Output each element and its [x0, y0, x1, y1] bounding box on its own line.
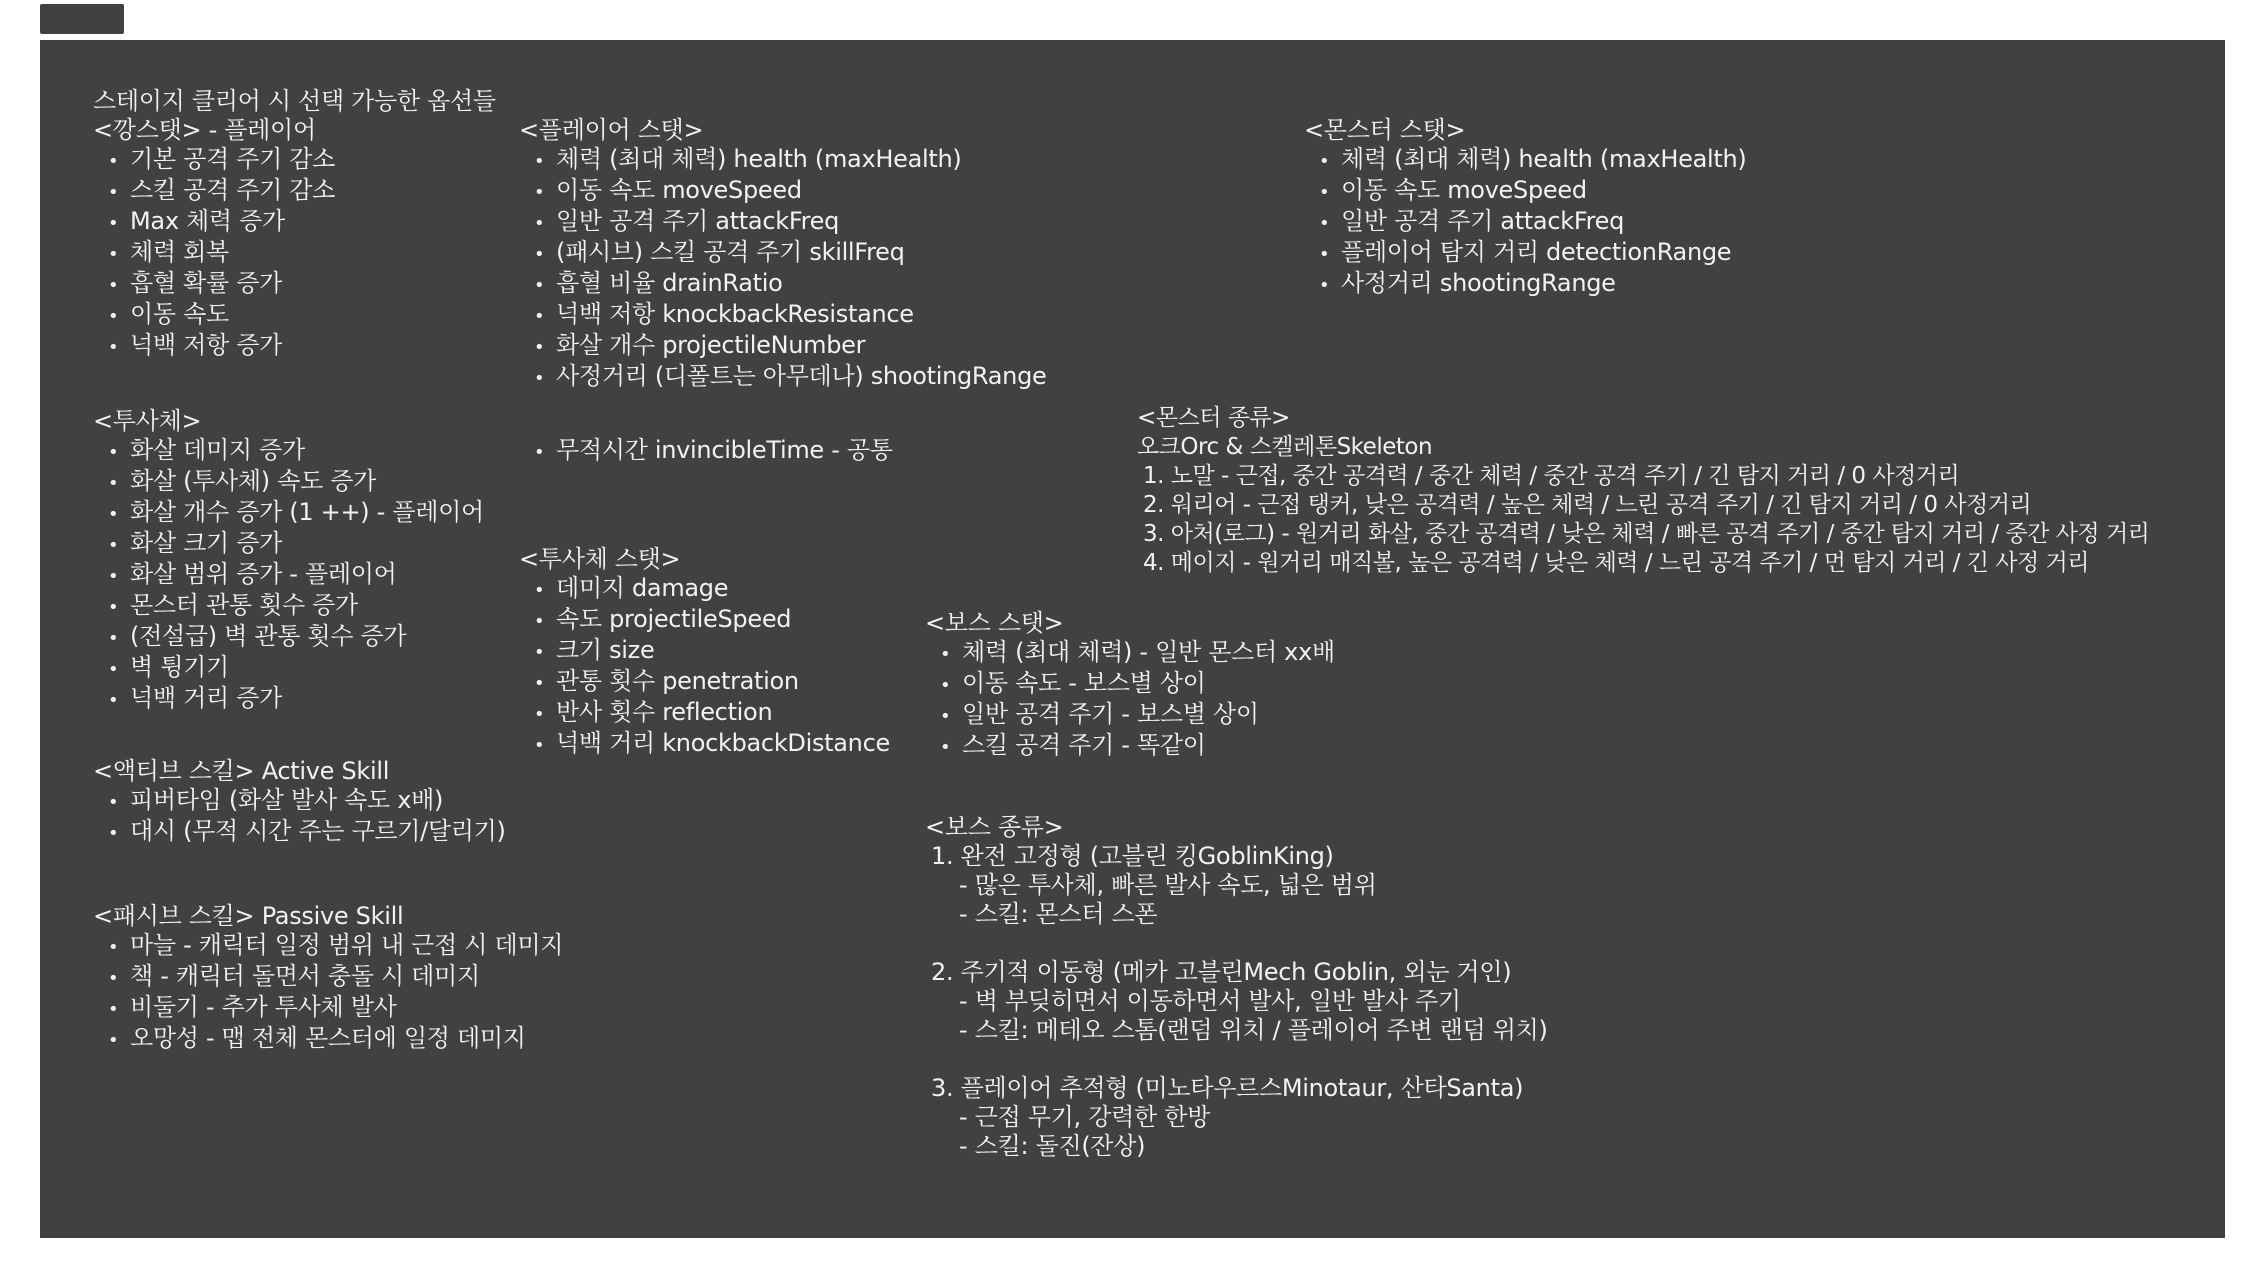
boss-stats-item: • 이동 속도 - 보스별 상이 [925, 669, 1335, 700]
active-skill-section [93, 757, 506, 848]
projectile-item: • 화살 개수 증가 (1 ++) - 플레이어 [93, 498, 484, 529]
stage-options-section [93, 87, 496, 362]
passive-skill-item: • 비둘기 - 추가 투사체 발사 [93, 993, 563, 1024]
base-stats-item: • 흡혈 확률 증가 [93, 269, 496, 300]
boss-type-detail: - 스킬: 몬스터 스폰 [959, 900, 1158, 928]
projectile-item: • 벽 튕기기 [93, 653, 484, 684]
monster-stats-section [1304, 116, 1746, 300]
base-stats-item: • 기본 공격 주기 감소 [93, 145, 496, 176]
projectile-item: • 몬스터 관통 횟수 증가 [93, 591, 484, 622]
projectile-stats-item: • 관통 횟수 penetration [519, 667, 890, 698]
monster-type-item: 3. 아처(로그) - 원거리 화살, 중간 공격력 / 낮은 체력 / 빠른 공격 주기 / 중간 탐지 거리 / 중간 사정 거리 [1143, 521, 2150, 547]
player-stats-item: • 흡혈 비율 drainRatio [519, 269, 1047, 300]
projectile-section [93, 407, 484, 715]
slide-tab-marker[interactable] [40, 4, 124, 34]
passive-skill-item: • 책 - 캐릭터 돌면서 충돌 시 데미지 [93, 962, 563, 993]
boss-stats-item: • 체력 (최대 체력) - 일반 몬스터 xx배 [925, 638, 1335, 669]
invincible-item: • 무적시간 invincibleTime - 공통 [519, 436, 893, 467]
player-stats-item: • 사정거리 (디폴트는 아무데나) shootingRange [519, 362, 1047, 393]
monster-types-section [1137, 404, 2149, 578]
boss-type-detail: - 스킬: 메테오 스톰(랜덤 위치 / 플레이어 주변 랜덤 위치) [959, 1016, 1548, 1044]
active-skill-item: • 대시 (무적 시간 주는 구르기/달리기) [93, 817, 506, 848]
projectile-item: • 화살 크기 증가 [93, 529, 484, 560]
boss-type-heading: 3. 플레이어 추적형 (미노타우르스Minotaur, 산타Santa) [931, 1074, 1524, 1102]
monster-stats-item: • 이동 속도 moveSpeed [1304, 176, 1746, 207]
projectile-item: • (전설급) 벽 관통 횟수 증가 [93, 622, 484, 653]
monster-stats-item: • 체력 (최대 체력) health (maxHealth) [1304, 145, 1746, 176]
projectile-stats-item: • 반사 횟수 reflection [519, 698, 890, 729]
player-stats-item: • 체력 (최대 체력) health (maxHealth) [519, 145, 1047, 176]
boss-stats-section [925, 609, 1335, 762]
projectile-stats-item: • 크기 size [519, 636, 890, 667]
projectile-stats-item: • 데미지 damage [519, 574, 890, 605]
boss-type-detail: - 많은 투사체, 빠른 발사 속도, 넓은 범위 [959, 871, 1377, 899]
monster-stats-item: • 사정거리 shootingRange [1304, 269, 1746, 300]
passive-skill-item: • 오망성 - 맵 전체 몬스터에 일정 데미지 [93, 1024, 563, 1055]
base-stats-item: • Max 체력 증가 [93, 207, 496, 238]
monster-type-item: 2. 워리어 - 근접 탱커, 낮은 공격력 / 높은 체력 / 느린 공격 주기 / 긴 탐지 거리 / 0 사정거리 [1143, 492, 2032, 518]
monster-stats-item: • 플레이어 탐지 거리 detectionRange [1304, 238, 1746, 269]
base-stats-title: <깡스탯> - 플레이어 [93, 116, 316, 144]
base-stats-item: • 이동 속도 [93, 300, 496, 331]
projectile-item: • 넉백 거리 증가 [93, 684, 484, 715]
boss-type-heading: 1. 완전 고정형 (고블린 킹GoblinKing) [931, 842, 1334, 870]
monster-stats-title: <몬스터 스탯> [1304, 116, 1466, 144]
player-stats-item: • (패시브) 스킬 공격 주기 skillFreq [519, 238, 1047, 269]
player-stats-item: • 화살 개수 projectileNumber [519, 331, 1047, 362]
projectile-stats-item: • 속도 projectileSpeed [519, 605, 890, 636]
boss-type-detail: - 벽 부딪히면서 이동하면서 발사, 일반 발사 주기 [959, 987, 1461, 1015]
player-stats-title: <플레이어 스탯> [519, 116, 704, 144]
passive-skill-title: <패시브 스킬> Passive Skill [93, 902, 404, 930]
base-stats-item: • 스킬 공격 주기 감소 [93, 176, 496, 207]
passive-skill-item: • 마늘 - 캐릭터 일정 범위 내 근접 시 데미지 [93, 931, 563, 962]
monster-stats-item: • 일반 공격 주기 attackFreq [1304, 207, 1746, 238]
monster-type-item: 1. 노말 - 근접, 중간 공격력 / 중간 체력 / 중간 공격 주기 / 긴 탐지 거리 / 0 사정거리 [1143, 463, 1960, 489]
projectile-item: • 화살 데미지 증가 [93, 436, 484, 467]
active-skill-item: • 피버타임 (화살 발사 속도 x배) [93, 786, 506, 817]
boss-types-section [925, 813, 1548, 1161]
projectile-item: • 화살 범위 증가 - 플레이어 [93, 560, 484, 591]
slide-board [40, 40, 2225, 1238]
boss-stats-item: • 일반 공격 주기 - 보스별 상이 [925, 700, 1335, 731]
projectile-title: <투사체> [93, 407, 202, 435]
base-stats-item: • 체력 회복 [93, 238, 496, 269]
boss-types-title: <보스 종류> [925, 813, 1064, 841]
projectile-stats-item: • 넉백 거리 knockbackDistance [519, 729, 890, 760]
boss-stats-title: <보스 스탯> [925, 609, 1064, 637]
base-stats-item: • 넉백 저항 증가 [93, 331, 496, 362]
projectile-stats-title: <투사체 스탯> [519, 545, 681, 573]
monster-types-title: <몬스터 종류> [1137, 405, 1290, 431]
boss-type-heading: 2. 주기적 이동형 (메카 고블린Mech Goblin, 외눈 거인) [931, 958, 1512, 986]
player-stats-item: • 이동 속도 moveSpeed [519, 176, 1047, 207]
monster-type-item: 4. 메이지 - 원거리 매직볼, 높은 공격력 / 낮은 체력 / 느린 공격 주기 / 먼 탐지 거리 / 긴 사정 거리 [1143, 550, 2089, 576]
player-stats-section [519, 116, 1047, 393]
player-stats-item: • 일반 공격 주기 attackFreq [519, 207, 1047, 238]
passive-skill-section [93, 902, 563, 1055]
active-skill-title: <액티브 스킬> Active Skill [93, 757, 390, 785]
boss-stats-item: • 스킬 공격 주기 - 똑같이 [925, 731, 1335, 762]
player-stats-item: • 넉백 저항 knockbackResistance [519, 300, 1047, 331]
boss-type-detail: - 근접 무기, 강력한 한방 [959, 1103, 1210, 1131]
invincible-section [519, 436, 893, 467]
stage-options-heading: 스테이지 클리어 시 선택 가능한 옵션들 [93, 87, 496, 115]
monster-types-subtitle: 오크Orc & 스켈레톤Skeleton [1137, 434, 1433, 460]
projectile-item: • 화살 (투사체) 속도 증가 [93, 467, 484, 498]
boss-type-detail: - 스킬: 돌진(잔상) [959, 1132, 1146, 1160]
projectile-stats-section [519, 545, 890, 760]
